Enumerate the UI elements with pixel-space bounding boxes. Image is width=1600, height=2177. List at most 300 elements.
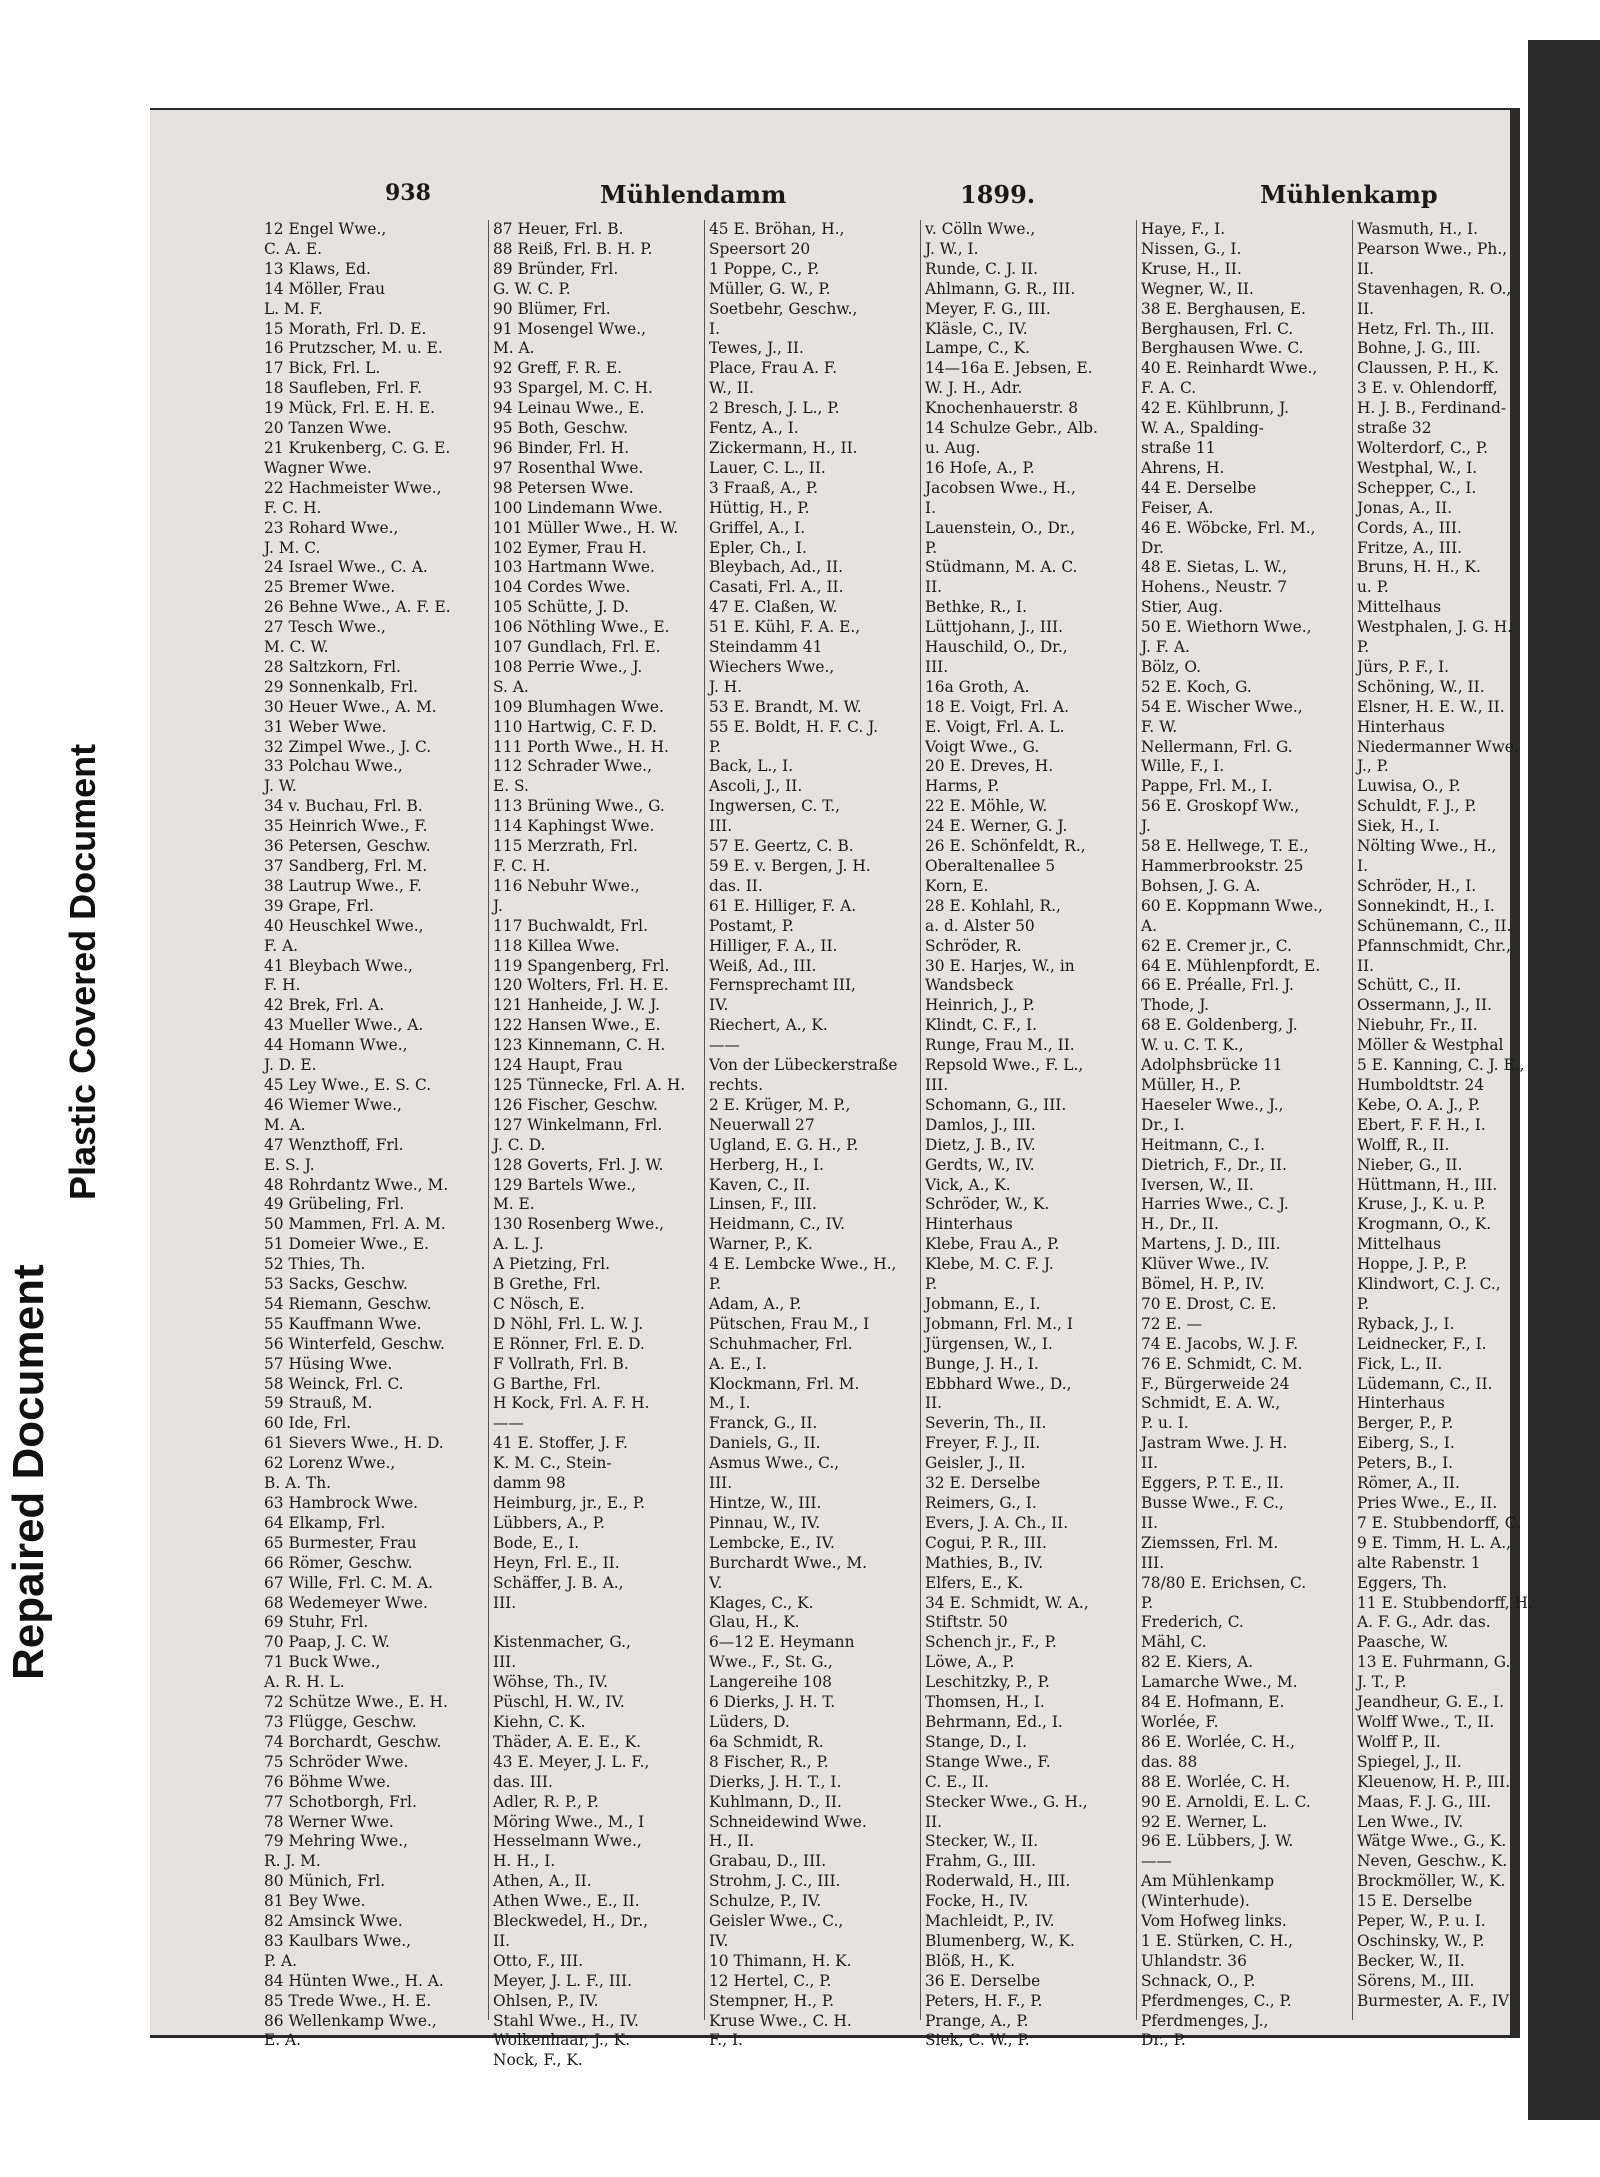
directory-entry: A. E., I.: [709, 1354, 767, 1373]
directory-entry: 76 Böhme Wwe.: [264, 1772, 391, 1791]
directory-entry: Lembcke, E., IV.: [709, 1533, 835, 1552]
directory-entry: Wwe., F., St. G.,: [709, 1653, 833, 1672]
directory-entry: F Vollrath, Frl. B.: [493, 1354, 629, 1373]
directory-entry: rechts.: [709, 1075, 763, 1094]
directory-entry: 40 Heuschkel Wwe.,: [264, 916, 424, 935]
directory-entry: Dietrich, F., Dr., II.: [1141, 1155, 1287, 1174]
directory-entry: 4 E. Lembcke Wwe., H.,: [709, 1255, 897, 1274]
directory-entry: 108 Perrie Wwe., J.: [493, 657, 643, 676]
directory-entry: 128 Goverts, Frl. J. W.: [493, 1155, 664, 1174]
directory-entry: Otto, F., III.: [493, 1951, 584, 1970]
directory-entry: 94 Leinau Wwe., E.: [493, 399, 645, 418]
directory-entry: 27 Tesch Wwe.,: [264, 618, 386, 637]
directory-entry: II.: [1357, 299, 1375, 318]
directory-entry: Gerdts, W., IV.: [925, 1155, 1035, 1174]
directory-entry: 113 Brüning Wwe., G.: [493, 797, 665, 816]
directory-entry: Stiftstr. 50: [925, 1613, 1008, 1632]
directory-entry: Nieber, G., II.: [1357, 1155, 1463, 1174]
directory-entry: Blumenberg, W., K.: [925, 1931, 1075, 1950]
directory-entry: 76 E. Schmidt, C. M.: [1141, 1354, 1303, 1373]
directory-entry: 116 Nebuhr Wwe.,: [493, 876, 640, 895]
directory-entry: Stier, Aug.: [1141, 598, 1223, 617]
directory-entry: Schneidewind Wwe.: [709, 1812, 867, 1831]
directory-entry: 55 Kauffmann Wwe.: [264, 1314, 422, 1333]
directory-entry: Zickermann, H., II.: [709, 438, 858, 457]
directory-entry: 81 Bey Wwe.: [264, 1892, 366, 1911]
directory-entry: 85 Trede Wwe., H. E.: [264, 1991, 432, 2010]
directory-entry: Römer, A., II.: [1357, 1474, 1460, 1493]
directory-entry: 45 Ley Wwe., E. S. C.: [264, 1075, 432, 1094]
directory-entry: 66 Römer, Geschw.: [264, 1553, 413, 1572]
directory-entry: Lüttjohann, J., III.: [925, 618, 1064, 637]
directory-entry: A. L. J.: [493, 1235, 544, 1254]
directory-entry: Pappe, Frl. M., I.: [1141, 777, 1273, 796]
directory-entry: 34 E. Schmidt, W. A.,: [925, 1593, 1089, 1612]
directory-entry: M., I.: [709, 1394, 751, 1413]
directory-entry: Ahlmann, G. R., III.: [925, 279, 1076, 298]
directory-entry: Steindamm 41: [709, 638, 823, 657]
directory-entry: 104 Cordes Wwe.: [493, 578, 631, 597]
directory-entry: IV.: [709, 1931, 729, 1950]
directory-entry: 90 Blümer, Frl.: [493, 299, 611, 318]
directory-entry: Kuhlmann, D., II.: [709, 1792, 842, 1811]
directory-entry: Asmus Wwe., C.,: [709, 1454, 840, 1473]
directory-entry: Bleckwedel, H., Dr.,: [493, 1912, 649, 1931]
directory-entry: 16 Hoſe, A., P.: [925, 458, 1035, 477]
directory-entry: 72 Schütze Wwe., E. H.: [264, 1693, 448, 1712]
directory-entry: 32 E. Derselbe: [925, 1474, 1041, 1493]
directory-entry: 59 Strauß, M.: [264, 1394, 373, 1413]
directory-entry: 15 E. Derselbe: [1357, 1892, 1473, 1911]
directory-entry: Cogui, P. R., III.: [925, 1533, 1047, 1552]
directory-entry: Focke, H., IV.: [925, 1892, 1029, 1911]
directory-entry: III.: [925, 657, 949, 676]
directory-entry: Severin, Th., II.: [925, 1414, 1047, 1433]
directory-entry: Martens, J. D., III.: [1141, 1235, 1281, 1254]
directory-entry: Adolphsbrücke 11: [1141, 1056, 1283, 1075]
directory-entry: Fritze, A., III.: [1357, 538, 1463, 557]
directory-entry: B Grethe, Frl.: [493, 1275, 601, 1294]
directory-entry: 34 v. Buchau, Frl. B.: [264, 797, 423, 816]
directory-entry: 47 E. Claßen, W.: [709, 598, 838, 617]
directory-entry: Leschitzky, P., P.: [925, 1673, 1050, 1692]
directory-entry: Leidnecker, F., I.: [1357, 1334, 1487, 1353]
directory-entry: Hinterhaus: [1357, 1394, 1445, 1413]
directory-entry: F., I.: [709, 2031, 743, 2050]
directory-entry: 83 Kaulbars Wwe.,: [264, 1931, 412, 1950]
directory-entry: das. 88: [1141, 1752, 1198, 1771]
directory-entry: alte Rabenstr. 1: [1357, 1553, 1481, 1572]
directory-entry: 21 Krukenberg, C. G. E.: [264, 438, 451, 457]
directory-entry: Fentz, A., I.: [709, 419, 799, 438]
directory-entry: 26 E. Schönfeldt, R.,: [925, 837, 1086, 856]
directory-entry: 112 Schrader Wwe.,: [493, 757, 652, 776]
directory-entry: 98 Petersen Wwe.: [493, 478, 634, 497]
directory-entry: ——: [493, 1414, 524, 1433]
directory-entry: Ahrens, H.: [1141, 458, 1225, 477]
directory-entry: 74 Borchardt, Geschw.: [264, 1732, 442, 1751]
directory-entry: Griffel, A., I.: [709, 518, 806, 537]
directory-entry: 91 Mosengel Wwe.,: [493, 319, 647, 338]
directory-entry: Lampe, C., K.: [925, 339, 1031, 358]
directory-entry: Knochenhauerstr. 8: [925, 399, 1079, 418]
directory-entry: Hohens., Neustr. 7: [1141, 578, 1288, 597]
directory-entry: 86 E. Worlée, C. H.,: [1141, 1732, 1296, 1751]
directory-entry: Müller, G. W., P.: [709, 279, 831, 298]
directory-entry: Kebe, O. A. J., P.: [1357, 1095, 1481, 1114]
directory-entry: Nellermann, Frl. G.: [1141, 737, 1293, 756]
directory-entry: Jeandheur, G. E., I.: [1357, 1693, 1505, 1712]
directory-entry: 41 E. Stoffer, J. F.: [493, 1434, 628, 1453]
directory-entry: 23 Rohard Wwe.,: [264, 518, 399, 537]
directory-entry: 130 Rosenberg Wwe.,: [493, 1215, 664, 1234]
directory-entry: II.: [1141, 1513, 1159, 1532]
directory-entry: Cords, A., III.: [1357, 518, 1462, 537]
directory-entry: H. J. B., Ferdinand-: [1357, 399, 1507, 418]
directory-entry: P.: [1141, 1593, 1154, 1612]
directory-entry: A Pietzing, Frl.: [493, 1255, 611, 1274]
directory-entry: Kiehn, C. K.: [493, 1712, 586, 1731]
directory-entry: 82 Amsinck Wwe.: [264, 1912, 403, 1931]
directory-entry: Roderwald, H., III.: [925, 1872, 1071, 1891]
directory-entry: Peters, H. F., P.: [925, 1991, 1043, 2010]
directory-entry: Schröder, R.: [925, 936, 1022, 955]
directory-entry: Schöning, W., II.: [1357, 677, 1485, 696]
directory-entry: Wolkenhaar, J., K.: [493, 2031, 631, 2050]
directory-entry: Schuhmacher, Frl.: [709, 1334, 853, 1353]
directory-entry: Bunge, J. H., I.: [925, 1354, 1039, 1373]
directory-entry: Müller, H., P.: [1141, 1075, 1242, 1094]
directory-entry: Bohsen, J. G. A.: [1141, 876, 1261, 895]
directory-entry: 100 Lindemann Wwe.: [493, 498, 663, 517]
directory-entry: 80 Münich, Frl.: [264, 1872, 386, 1891]
directory-entry: Jastram Wwe. J. H.: [1141, 1434, 1288, 1453]
directory-entry: Adam, A., P.: [709, 1294, 802, 1313]
directory-entry: Maas, F. J. G., III.: [1357, 1792, 1492, 1811]
directory-entry: Bölz, O.: [1141, 657, 1201, 676]
directory-entry: 57 E. Geertz, C. B.: [709, 837, 854, 856]
directory-entry: III.: [925, 1075, 949, 1094]
directory-entry: 44 Homann Wwe.,: [264, 1036, 408, 1055]
directory-entry: 62 Lorenz Wwe.,: [264, 1454, 396, 1473]
directory-entry: Hüttmann, H., III.: [1357, 1175, 1498, 1194]
directory-entry: Burchardt Wwe., M.: [709, 1553, 868, 1572]
directory-entry: 125 Tünnecke, Frl. A. H.: [493, 1075, 686, 1094]
directory-entry: II.: [1357, 259, 1375, 278]
directory-entry: 120 Wolters, Frl. H. E.: [493, 976, 669, 995]
directory-entry: II.: [493, 1931, 511, 1950]
directory-entry: Nock, F., K.: [493, 2051, 583, 2070]
directory-entry: Wagner Wwe.: [264, 458, 372, 477]
directory-columns: [260, 220, 1533, 2070]
directory-entry: Wiechers Wwe.,: [709, 657, 835, 676]
directory-entry: Hinterhaus: [1357, 717, 1445, 736]
directory-entry: Stempner, H., P.: [709, 1991, 834, 2010]
directory-entry: Nölting Wwe., H.,: [1357, 837, 1497, 856]
directory-entry: II.: [925, 1394, 943, 1413]
directory-entry: 13 Klaws, Ed.: [264, 259, 371, 278]
directory-entry: Meyer, J. L. F., III.: [493, 1971, 632, 1990]
directory-entry: Mähl, C.: [1141, 1633, 1207, 1652]
directory-entry: Hoppe, J. P., P.: [1357, 1255, 1468, 1274]
directory-entry: 14 Möller, Frau: [264, 279, 386, 298]
directory-entry: 30 Heuer Wwe., A. M.: [264, 697, 437, 716]
directory-entry: 48 Rohrdantz Wwe., M.: [264, 1175, 449, 1194]
directory-entry: 65 Burmester, Frau: [264, 1533, 417, 1552]
directory-entry: 1 E. Stürken, C. H.,: [1141, 1931, 1294, 1950]
directory-entry: Westphalen, J. G. H.: [1357, 618, 1513, 637]
directory-entry: 15 Morath, Frl. D. E.: [264, 319, 427, 338]
directory-entry: Schench jr., F., P.: [925, 1633, 1057, 1652]
directory-entry: Nissen, G., I.: [1141, 239, 1242, 258]
directory-entry: F. C. H.: [493, 857, 551, 875]
directory-entry: F. A. C.: [1141, 379, 1197, 398]
directory-entry: 24 Israel Wwe., C. A.: [264, 558, 428, 577]
street-title-left: Mühlendamm: [600, 180, 787, 209]
column-3: [704, 220, 919, 2050]
directory-entry: Pütschen, Frau M., I: [709, 1314, 870, 1333]
directory-entry: Neuerwall 27: [709, 1115, 815, 1134]
directory-entry: J. H.: [709, 677, 743, 696]
directory-entry: Kruse Wwe., C. H.: [709, 2011, 852, 2030]
directory-entry: I.: [925, 498, 936, 517]
directory-entry: 57 Hüsing Wwe.: [264, 1354, 393, 1373]
directory-entry: Schnack, O., P.: [1141, 1971, 1256, 1990]
directory-entry: Jürgensen, W., I.: [925, 1334, 1053, 1353]
directory-entry: Korn, E.: [925, 876, 989, 895]
directory-entry: 68 E. Goldenberg, J.: [1141, 1016, 1298, 1035]
directory-entry: Freyer, F. J., II.: [925, 1434, 1041, 1453]
directory-entry: Wolff P., II.: [1357, 1732, 1441, 1751]
directory-entry: G Barthe, Frl.: [493, 1374, 601, 1393]
directory-entry: 54 E. Wischer Wwe.,: [1141, 697, 1303, 716]
directory-entry: Schmidt, E. A. W.,: [1141, 1394, 1281, 1413]
directory-entry: Ryback, J., I.: [1357, 1314, 1455, 1333]
directory-entry: Mittelhaus: [1357, 598, 1441, 617]
directory-entry: 7 E. Stubbendorff, C.: [1357, 1513, 1521, 1532]
directory-entry: Adler, R. P., P.: [493, 1792, 599, 1811]
directory-entry: straße 11: [1141, 438, 1216, 457]
directory-entry: 96 Binder, Frl. H.: [493, 438, 630, 457]
directory-entry: P.: [925, 1275, 938, 1294]
stamp-text-plastic: Plastic Covered Document: [62, 743, 103, 1200]
directory-entry: 129 Bartels Wwe.,: [493, 1175, 637, 1194]
directory-entry: Stange Wwe., F.: [925, 1752, 1051, 1771]
directory-entry: Schäffer, J. B. A.,: [493, 1573, 624, 1592]
directory-entry: 8 Fischer, R., P.: [709, 1752, 829, 1771]
directory-entry: Linsen, F., III.: [709, 1195, 817, 1214]
column-2: [488, 220, 703, 2070]
page-header: [260, 180, 1450, 214]
directory-entry: Kruse, J., K. u. P.: [1357, 1195, 1486, 1214]
directory-entry: 53 Sacks, Geschw.: [264, 1275, 408, 1294]
directory-entry: Hammerbrookstr. 25: [1141, 857, 1304, 875]
directory-entry: Kläsle, C., IV.: [925, 319, 1028, 338]
directory-entry: J. D. E.: [264, 1056, 317, 1075]
directory-entry: F. H.: [264, 976, 301, 995]
directory-entry: Ascoli, J., II.: [709, 777, 803, 796]
directory-entry: J., P.: [1357, 757, 1389, 776]
directory-entry: 64 E. Mühlenpfordt, E.: [1141, 956, 1321, 975]
directory-entry: I.: [709, 319, 720, 338]
directory-entry: Pearson Wwe., Ph.,: [1357, 239, 1508, 258]
directory-entry: Weiß, Ad., III.: [709, 956, 817, 975]
directory-entry: Am Mühlenkamp: [1141, 1872, 1275, 1891]
directory-entry: 56 Winterfeld, Geschw.: [264, 1334, 445, 1353]
directory-entry: Stavenhagen, R. O.,: [1357, 279, 1512, 298]
directory-entry: Voigt Wwe., G.: [925, 737, 1040, 756]
directory-entry: Sörens, M., III.: [1357, 1971, 1475, 1990]
directory-entry: Athen Wwe., E., II.: [493, 1892, 640, 1911]
directory-entry: Peters, B., I.: [1357, 1454, 1454, 1473]
directory-entry: 44 E. Derselbe: [1141, 478, 1257, 497]
directory-entry: 46 E. Wöbcke, Frl. M.,: [1141, 518, 1316, 537]
directory-entry: E Rönner, Frl. E. D.: [493, 1334, 645, 1353]
directory-entry: Kleuenow, H. P., III.: [1357, 1772, 1511, 1791]
directory-entry: Thäder, A. E. E., K.: [493, 1732, 641, 1751]
directory-entry: 52 E. Koch, G.: [1141, 677, 1252, 696]
directory-entry: Kruse, H., II.: [1141, 259, 1242, 278]
directory-entry: 28 E. Kohlahl, R.,: [925, 896, 1061, 915]
directory-entry: straße 32: [1357, 419, 1432, 438]
directory-entry: Luwisa, O., P.: [1357, 777, 1461, 796]
directory-entry: II.: [1141, 1454, 1159, 1473]
directory-entry: 64 Elkamp, Frl.: [264, 1513, 386, 1532]
directory-entry: Athen, A., II.: [493, 1872, 592, 1891]
column-1: [260, 220, 486, 2050]
directory-entry: Harries Wwe., C. J.: [1141, 1195, 1289, 1214]
directory-entry: 115 Merzrath, Frl.: [493, 837, 638, 856]
directory-entry: Neven, Geschw., K.: [1357, 1852, 1508, 1871]
directory-entry: Wille, F., I.: [1141, 757, 1225, 776]
directory-entry: 70 Paap, J. C. W.: [264, 1633, 390, 1652]
directory-entry: V.: [709, 1573, 723, 1592]
directory-entry: W., II.: [709, 379, 754, 398]
directory-entry: Back, L., I.: [709, 757, 794, 776]
directory-entry: P.: [709, 737, 722, 756]
directory-entry: 29 Sonnenkalb, Frl.: [264, 677, 419, 696]
directory-entry: 40 E. Reinhardt Wwe.,: [1141, 359, 1318, 378]
directory-entry: Heidmann, C., IV.: [709, 1215, 845, 1234]
directory-entry: 33 Polchau Wwe.,: [264, 757, 403, 776]
directory-entry: Bleybach, Ad., II.: [709, 558, 844, 577]
directory-entry: Evers, J. A. Ch., II.: [925, 1513, 1069, 1532]
directory-entry: Pferdmenges, J.,: [1141, 2011, 1269, 2030]
directory-entry: E. Voigt, Frl. A. L.: [925, 717, 1065, 736]
directory-entry: Ugland, E. G. H., P.: [709, 1135, 859, 1154]
directory-entry: Dr., P.: [1141, 2031, 1186, 2050]
directory-entry: Jonas, A., II.: [1357, 498, 1453, 517]
directory-entry: 88 E. Worlée, C. H.: [1141, 1772, 1291, 1791]
directory-entry: B. A. Th.: [264, 1474, 332, 1493]
directory-entry: 79 Mehring Wwe.,: [264, 1832, 409, 1851]
directory-entry: Stüdmann, M. A. C.: [925, 558, 1078, 577]
directory-entry: Elsner, H. E. W., II.: [1357, 697, 1505, 716]
directory-entry: 89 Bründer, Frl.: [493, 259, 619, 278]
directory-entry: Wandsbeck: [925, 976, 1014, 995]
directory-entry: u. P.: [1357, 578, 1389, 597]
directory-entry: 28 Saltzkorn, Frl.: [264, 657, 401, 676]
directory-entry: Geisler Wwe., C.,: [709, 1912, 844, 1931]
directory-entry: Meyer, F. G., III.: [925, 299, 1051, 318]
directory-entry: 26 Behne Wwe., A. F. E.: [264, 598, 451, 617]
directory-entry: Schulze, P., IV.: [709, 1892, 822, 1911]
directory-entry: P.: [1357, 1294, 1370, 1313]
directory-entry: Repsold Wwe., F. L.,: [925, 1056, 1084, 1075]
directory-entry: 2 Bresch, J. L., P.: [709, 399, 840, 418]
directory-entry: 72 E. —: [1141, 1314, 1202, 1333]
directory-entry: Eiberg, S., I.: [1357, 1434, 1455, 1453]
directory-entry: 13 E. Fuhrmann, G.: [1357, 1653, 1511, 1672]
directory-entry: Eggers, Th.: [1357, 1573, 1448, 1592]
directory-entry: a. d. Alster 50: [925, 916, 1035, 935]
directory-entry: Geisler, J., II.: [925, 1454, 1026, 1473]
directory-entry: Uhlandstr. 36: [1141, 1951, 1247, 1970]
directory-entry: Frederich, C.: [1141, 1613, 1244, 1632]
directory-entry: Bruns, H. H., K.: [1357, 558, 1481, 577]
directory-entry: Behrmann, Ed., I.: [925, 1712, 1063, 1731]
directory-entry: A. F. G., Adr. das.: [1357, 1613, 1491, 1632]
directory-entry: M. A.: [264, 1115, 306, 1134]
directory-entry: M. C. W.: [264, 638, 329, 657]
directory-entry: Casati, Frl. A., II.: [709, 578, 844, 597]
directory-entry: Eggers, P. T. E., II.: [1141, 1474, 1284, 1493]
directory-entry: Wätge Wwe., G., K.: [1357, 1832, 1507, 1851]
directory-entry: Ebert, F. F. H., I.: [1357, 1115, 1486, 1134]
directory-entry: Thomsen, H., I.: [925, 1693, 1045, 1712]
directory-entry: J.: [1141, 817, 1151, 836]
directory-entry: Oschinsky, W., P.: [1357, 1931, 1485, 1950]
directory-entry: 84 Hünten Wwe., H. A.: [264, 1971, 444, 1990]
directory-entry: 32 Zimpel Wwe., J. C.: [264, 737, 432, 756]
directory-entry: 110 Hartwig, C. F. D.: [493, 717, 657, 736]
directory-entry: 78/80 E. Erichsen, C.: [1141, 1573, 1307, 1592]
directory-entry: 58 Weinck, Frl. C.: [264, 1374, 404, 1393]
directory-entry: 51 Domeier Wwe., E.: [264, 1235, 429, 1254]
directory-entry: Soetbehr, Geschw.,: [709, 299, 858, 318]
directory-entry: 114 Kaphingst Wwe.: [493, 817, 655, 836]
directory-entry: 92 E. Werner, L.: [1141, 1812, 1268, 1831]
directory-entry: Klockmann, Frl. M.: [709, 1374, 860, 1393]
directory-entry: 38 E. Berghausen, E.: [1141, 299, 1306, 318]
directory-entry: Möller & Westphal: [1357, 1036, 1504, 1055]
directory-entry: H. H., I.: [493, 1852, 556, 1871]
directory-entry: 20 E. Dreves, H.: [925, 757, 1054, 776]
directory-entry: 127 Winkelmann, Frl.: [493, 1115, 663, 1134]
directory-entry: 61 E. Hilliger, F. A.: [709, 896, 857, 915]
directory-entry: 71 Buck Wwe.,: [264, 1653, 381, 1672]
directory-entry: 50 E. Wiethorn Wwe.,: [1141, 618, 1312, 637]
directory-entry: Lauer, C. L., II.: [709, 458, 826, 477]
directory-entry: 70 E. Drost, C. E.: [1141, 1294, 1277, 1313]
directory-entry: P.: [925, 538, 938, 557]
directory-entry: Haeseler Wwe., J.,: [1141, 1095, 1284, 1114]
directory-entry: 45 E. Bröhan, H.,: [709, 220, 845, 238]
directory-entry: 123 Kinnemann, C. H.: [493, 1036, 666, 1055]
directory-entry: 22 Hachmeister Wwe.,: [264, 478, 442, 497]
directory-entry: P. u. I.: [1141, 1414, 1189, 1433]
directory-entry: Pfannschmidt, Chr.,: [1357, 936, 1511, 955]
directory-entry: Stahl Wwe., H., IV.: [493, 2011, 639, 2030]
directory-entry: Ossermann, J., II.: [1357, 996, 1492, 1015]
directory-entry: Speersort 20: [709, 239, 811, 258]
directory-entry: Brockmöller, W., K.: [1357, 1872, 1506, 1891]
directory-entry: Kaven, C., II.: [709, 1175, 811, 1194]
directory-entry: Lamarche Wwe., M.: [1141, 1673, 1298, 1692]
directory-entry: W. A., Spalding-: [1141, 419, 1264, 438]
directory-entry: Peper, W., P. u. I.: [1357, 1912, 1486, 1931]
directory-entry: Paasche, W.: [1357, 1633, 1449, 1652]
